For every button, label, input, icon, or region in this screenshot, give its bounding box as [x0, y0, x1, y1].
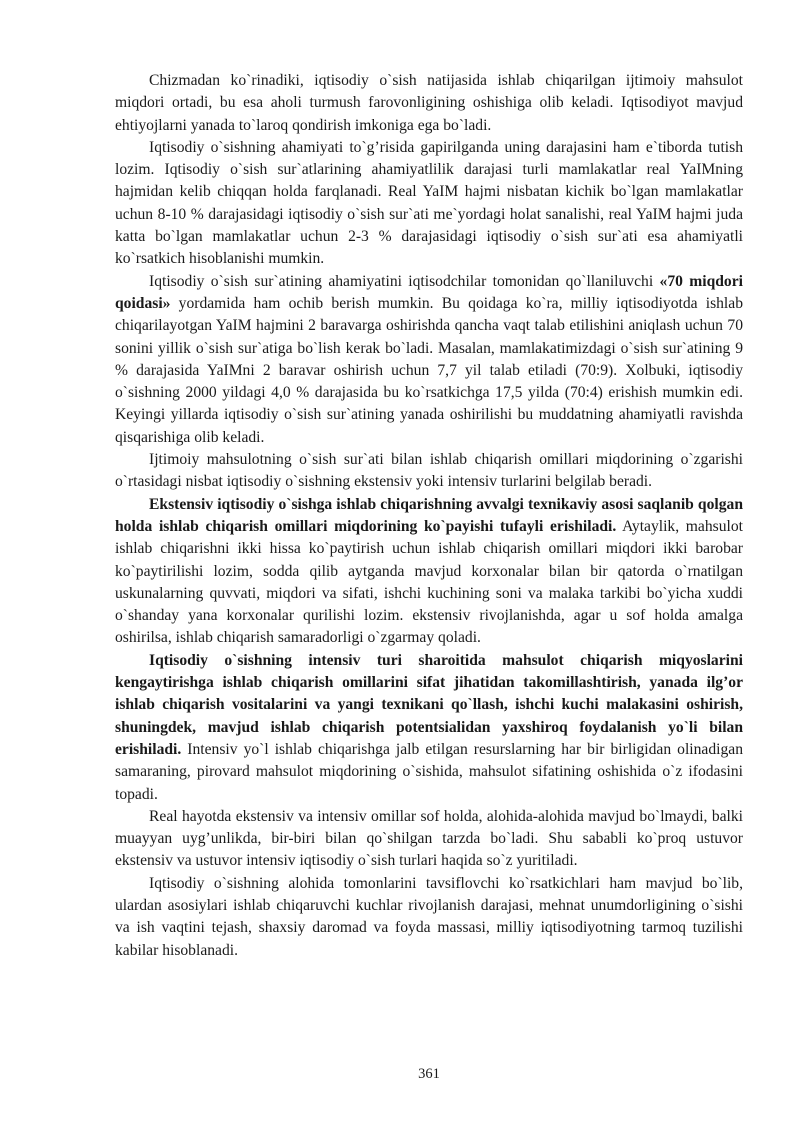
paragraph-7-text: Real hayotda ekstensiv va intensiv omillar sof holda, alohida-alohida mavjud bo`lmaydi, balki muayyan uyg’unlikda, bir-biri bilan qo`shilgan tarzda bo`ladi. Shu sababli ko`proq ustuvor ekstensiv va ustuvor intensiv iqtisodiy o`sish turlari haqida so`z yuritiladi. — [115, 807, 743, 870]
paragraph-8 — [115, 873, 743, 962]
paragraph-5-bold-definition: Ekstensiv iqtisodiy o`sishga ishlab chiqarishning avvalgi texnikaviy asosi saqlanib qolgan holda ishlab chiqarish omillari miqdorining ko`payishi tufayli erishiladi. — [115, 495, 743, 535]
paragraph-5 — [115, 494, 743, 650]
paragraph-2 — [115, 137, 743, 271]
paragraph-2-text: Iqtisodiy o`sishning ahamiyati to`g’risida gapirilganda uning darajasini ham e`tiborda tutish lozim. Iqtisodiy o`sish sur`atlarining ahamiyatlilik darajasi turli mamlakatlar real YaIMning hajmidan kelib chiqqan holda farqlanadi. Real YaIM hajmi nisbatan kichik bo`lgan mamlakatlar uchun 8-10 % darajasidagi iqtisodiy o`sish sur`ati me`yordagi holat sanalishi, real YaIM hajmi juda katta bo`lgan mamlakatlar uchun 2-3 % darajasidagi iqtisodiy o`sish sur`ati esa ahamiyatli ko`rsatkich hisoblanishi mumkin. — [115, 138, 743, 268]
paragraph-3-bold-term: «70 miqdori qoidasi» — [115, 272, 743, 312]
paragraph-6-text: Intensiv yo`l ishlab chiqarishga jalb etilgan resurslarning har bir birligidan olinadigan samaraning, pirovard mahsulot miqdorining o`sishida, mahsulot sifatining oshishida o`z ifodasini topadi. — [115, 740, 743, 803]
paragraph-1-text: Chizmadan ko`rinadiki, iqtisodiy o`sish natijasida ishlab chiqarilgan ijtimoiy mahsulot miqdori ortadi, bu esa aholi turmush farovonligining oshishiga olib keladi. Iqtisodiyot mavjud ehtiyojlarni yanada to`laroq qondirish imkoniga ega bo`ladi. — [115, 72, 743, 134]
paragraph-3 — [115, 271, 743, 449]
paragraph-4 — [115, 449, 743, 494]
paragraph-3-lead: Iqtisodiy o`sish sur`atining ahamiyatini iqtisodchilar tomonidan qo`llaniluvchi — [149, 272, 660, 290]
paragraph-6 — [115, 650, 743, 806]
paragraph-7 — [115, 806, 743, 873]
paragraph-5-text: Aytaylik, mahsulot ishlab chiqarishni ikki hissa ko`paytirish uchun ishlab chiqarish omillari miqdori ikki barobar ko`paytirilishi lozim, sodda qilib aytganda mavjud korxonalar bilan bir qatorda o`rnatilgan uskunalarning quvvati, miqdori va sifati, ishchi kuchining soni va malaka tarkibi bo`yicha xuddi o`shanday yana korxonalar qurilishi lozim. ekstensiv rivojlanishda, agar u sof holda amalga oshirilsa, ishlab chiqarish samaradorligi o`zgarmay qoladi. — [115, 517, 743, 647]
body-text — [115, 70, 743, 962]
paragraph-6-bold-definition: Iqtisodiy o`sishning intensiv turi sharoitida mahsulot chiqarish miqyoslarini kengaytirishga ishlab chiqarish omillarini sifat jihatidan takomillashtirish, yanada ilg’or ishlab chiqarish vositalarini va yangi texnikani qo`llash, ishchi kuchi malakasini oshirish, shuningdek, mavjud ishlab chiqarish potentsialidan yaxshiroq foydalanish yo`li bilan erishiladi. — [115, 651, 743, 758]
paragraph-3-text: yordamida ham ochib berish mumkin. Bu qoidaga ko`ra, milliy iqtisodiyotda ishlab chiqarilayotgan YaIM hajmini 2 baravarga oshirishda qancha vaqt talab etilishini aniqlash uchun 70 sonini yillik o`sish sur`atiga bo`lish kerak bo`ladi. Masalan, mamlakatimizdagi o`sish sur`atining 9 % darajasida YaIMni 2 baravar oshirish uchun 7,7 yil talab etiladi (70:9). Xolbuki, iqtisodiy o`sishning 2000 yildagi 4,0 % darajasida bu ko`rsatkichga 17,5 yilda (70:4) erishish mumkin edi. Keyingi yillarda iqtisodiy o`sish sur`atining yanada oshirilishi bu muddatning ahamiyatli ravishda qisqarishiga olib keladi. — [115, 294, 743, 446]
paragraph-8-text: Iqtisodiy o`sishning alohida tomonlarini tavsiflovchi ko`rsatkichlari ham mavjud bo`lib, ulardan asosiylari ishlab chiqaruvchi kuchlar rivojlanish darajasi, mehnat unumdorligining o`sishi va ish vaqtini tejash, shaxsiy daromad va foyda massasi, milliy iqtisodiyotning tarmoq tuzilishi kabilar hisoblanadi. — [115, 874, 743, 959]
paragraph-4-text: Ijtimoiy mahsulotning o`sish sur`ati bilan ishlab chiqarish omillari miqdorining o`zgarishi o`rtasidagi nisbat iqtisodiy o`sishning ekstensiv yoki intensiv turlarini belgilab beradi. — [115, 451, 743, 491]
paragraph-1 — [115, 70, 743, 137]
page-number: 361 — [418, 1066, 440, 1082]
